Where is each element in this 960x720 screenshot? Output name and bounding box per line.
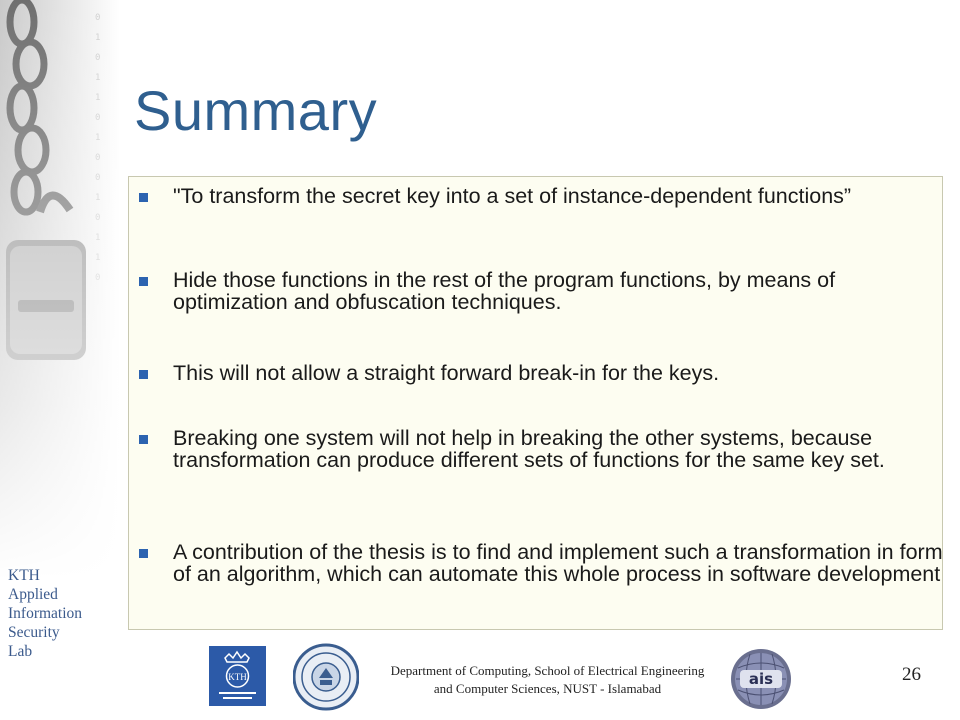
bullet-text: "To transform the secret key into a set of instance-dependent functions” <box>173 184 852 208</box>
bullet-text: Breaking one system will not help in breaking the other systems, because transformation can produce different sets of functions for the same key set. <box>173 426 885 472</box>
square-bullet-icon <box>139 435 148 444</box>
bullet-item <box>173 362 943 384</box>
padlock-chain-artwork <box>0 0 120 580</box>
bullet-item <box>173 269 943 313</box>
bullet-text: This will not allow a straight forward break-in for the keys. <box>173 361 720 385</box>
page-number: 26 <box>902 664 921 685</box>
bullet-item <box>173 185 943 207</box>
bullet-text: A contribution of the thesis is to find and implement such a transformation in form of an algorithm, which can automate this whole process in software development <box>173 540 943 586</box>
bullet-item <box>173 541 943 585</box>
bullet-item <box>173 427 943 471</box>
nust-seal-logo <box>293 642 359 712</box>
square-bullet-icon <box>139 193 148 202</box>
lab-name-label: KTH Applied Information Security Lab <box>8 567 83 660</box>
kth-logo <box>209 646 266 706</box>
square-bullet-icon <box>139 370 148 379</box>
square-bullet-icon <box>139 277 148 286</box>
ais-logo <box>730 648 792 710</box>
department-footer: Department of Computing, School of Electrical Engineering and Computer Sciences, NUST - Islamabad <box>390 663 705 696</box>
ais-logo-text: ais <box>748 670 774 688</box>
square-bullet-icon <box>139 549 148 558</box>
slide-title: Summary <box>134 79 378 142</box>
bullet-content-box <box>128 176 943 630</box>
kth-logo-text: KTH <box>228 672 247 682</box>
bullet-text: Hide those functions in the rest of the program functions, by means of optimization and obfuscation techniques. <box>173 268 836 314</box>
